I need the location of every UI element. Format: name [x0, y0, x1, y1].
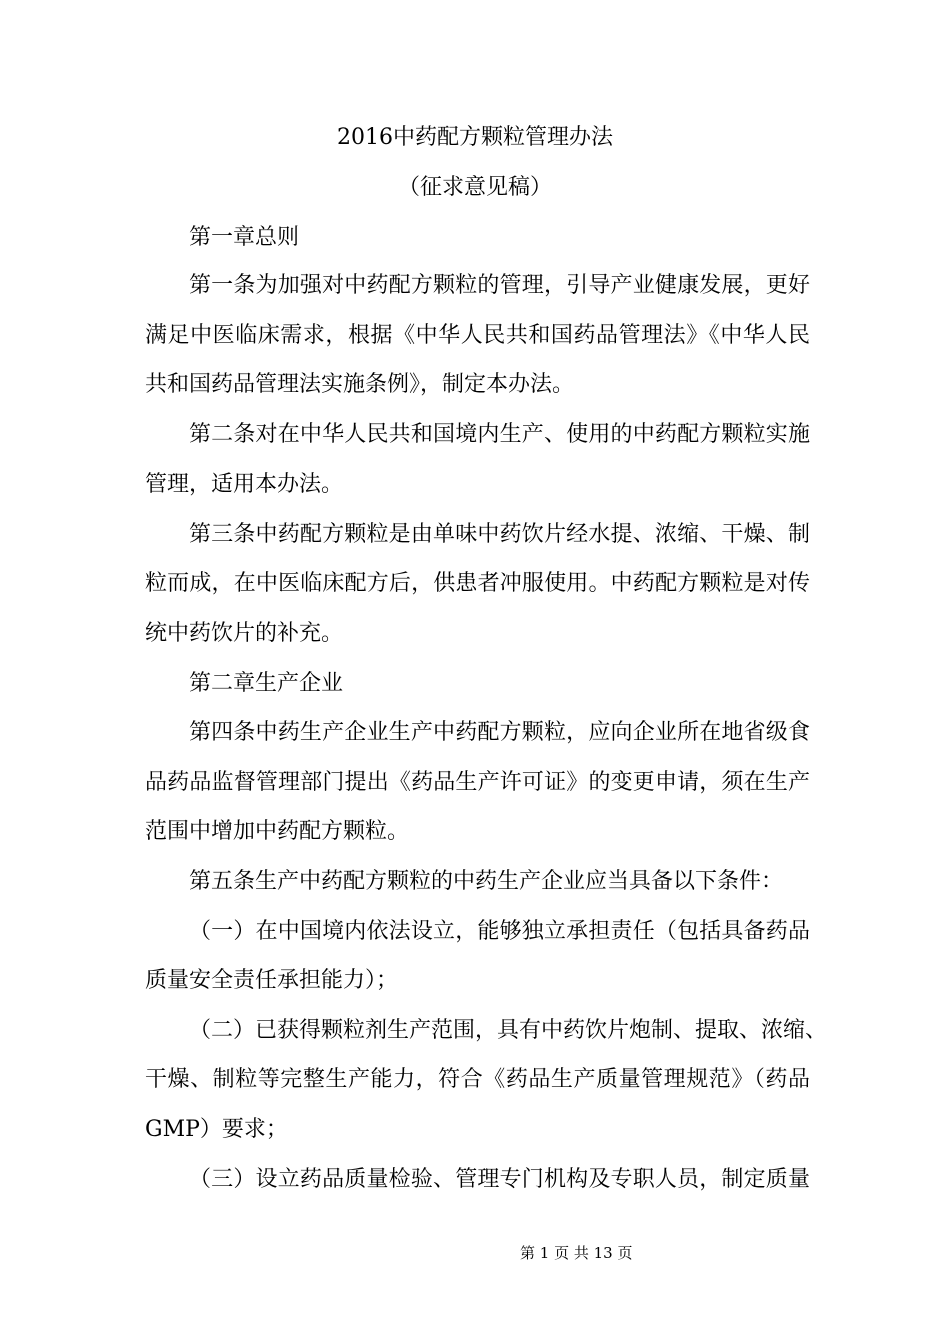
article-1-line-1: 第一条为加强对中药配方颗粒的管理，引导产业健康发展，更好 [189, 273, 810, 298]
article-1-line-2: 满足中医临床需求，根据《中华人民共和国药品管理法》《中华人民 [145, 323, 810, 348]
item-1-line-1: （一）在中国境内依法设立，能够独立承担责任（包括具备药品 [189, 919, 810, 944]
article-3-line-2: 粒而成，在中医临床配方后，供患者冲服使用。中药配方颗粒是对传 [145, 571, 810, 596]
item-2-line-2: 干燥、制粒等完整生产能力，符合《药品生产质量管理规范》（药品 [145, 1067, 810, 1092]
item-1-line-2: 质量安全责任承担能力）； [145, 968, 399, 993]
document-subtitle: （征求意见稿） [397, 175, 552, 200]
article-2-line-2: 管理，适用本办法。 [145, 472, 344, 497]
article-4-line-2: 品药品监督管理部门提出《药品生产许可证》的变更申请，须在生产 [145, 770, 810, 795]
article-1-line-3: 共和国药品管理法实施条例》，制定本办法。 [145, 372, 575, 397]
article-4-line-1: 第四条中药生产企业生产中药配方颗粒，应向企业所在地省级食 [189, 720, 810, 745]
document-title: 2016中药配方颗粒管理办法 [337, 125, 613, 150]
item-3-line-1: （三）设立药品质量检验、管理专门机构及专职人员，制定质量 [189, 1167, 810, 1192]
chapter-heading-2: 第二章生产企业 [189, 671, 344, 696]
article-4-line-3: 范围中增加中药配方颗粒。 [145, 819, 410, 844]
article-5-line-1: 第五条生产中药配方颗粒的中药生产企业应当具备以下条件： [189, 869, 784, 894]
article-3-line-1: 第三条中药配方颗粒是由单味中药饮片经水提、浓缩、干燥、制 [189, 522, 810, 547]
item-2-line-1: （二）已获得颗粒剂生产范围，具有中药饮片炮制、提取、浓缩、 [189, 1018, 828, 1043]
article-3-line-3: 统中药饮片的补充。 [145, 621, 344, 646]
item-2-line-3: GMP）要求； [145, 1117, 288, 1142]
article-2-line-1: 第二条对在中华人民共和国境内生产、使用的中药配方颗粒实施 [189, 422, 810, 447]
page-footer: 第 1 页 共 13 页 [520, 1244, 633, 1262]
chapter-heading-1: 第一章总则 [189, 225, 300, 250]
